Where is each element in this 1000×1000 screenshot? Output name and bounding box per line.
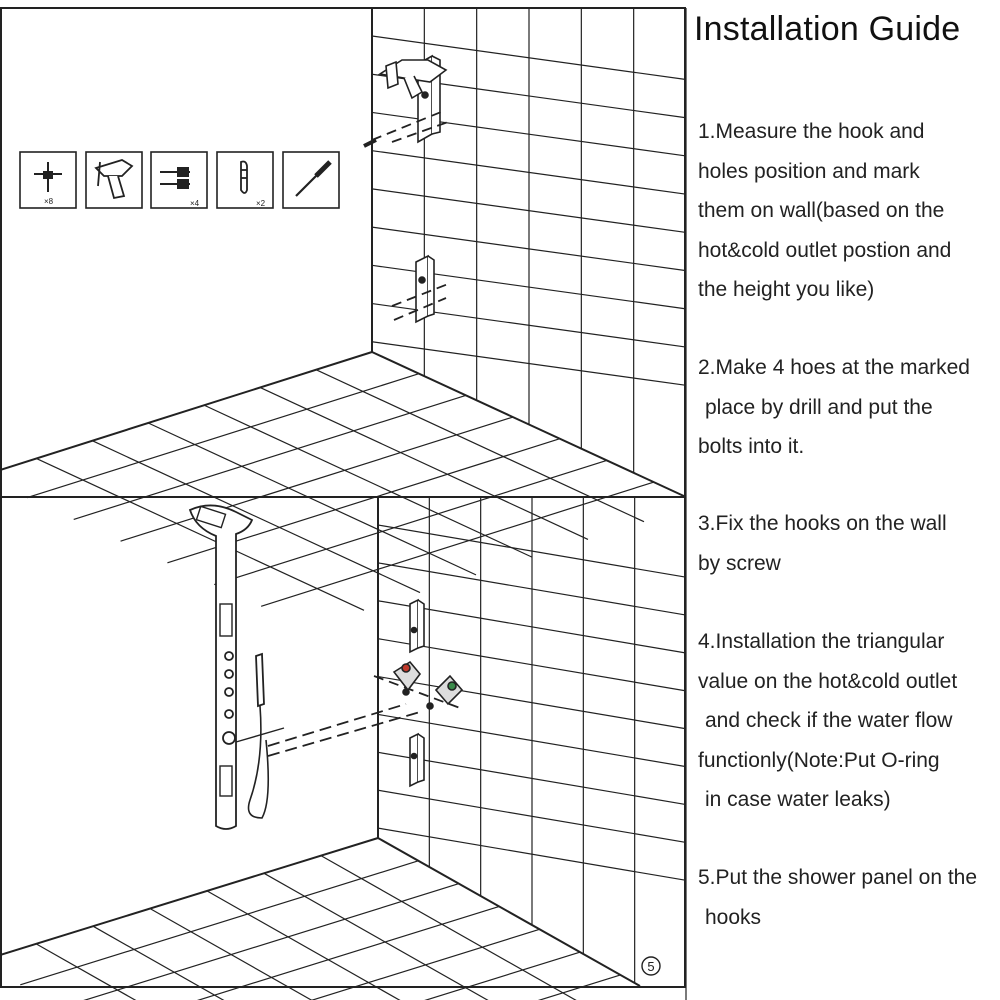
step-line: 1.Measure the hook and: [698, 120, 925, 143]
step-line: by screw: [698, 551, 781, 575]
lower-wall-hook: [410, 734, 424, 786]
tile-line: [92, 441, 420, 593]
tools-row: [20, 152, 339, 208]
tile-line: [148, 423, 476, 575]
step-line: them on wall(based on the: [698, 199, 945, 222]
tile-line: [214, 461, 606, 585]
step-line: holes position and mark: [698, 159, 920, 183]
page-number-badge: [642, 957, 660, 975]
step-line: the height you like): [698, 278, 875, 301]
step-line: 4.Installation the triangular: [698, 630, 945, 653]
tile-line: [74, 395, 466, 519]
bolt-quantity-label: ×8: [44, 197, 54, 206]
connection-guide: [268, 676, 460, 756]
step-line: 2.Make 4 hoes at the marked: [698, 356, 970, 379]
tile-line: [121, 417, 513, 541]
lower-hook: [392, 256, 448, 322]
tile-line: [101, 907, 499, 1000]
bolt-icon: [34, 162, 62, 192]
tile-line: [261, 482, 653, 606]
step-5: [698, 858, 998, 937]
step-1: [698, 112, 998, 310]
tile-line: [316, 370, 644, 522]
guide-title: Installation Guide: [694, 10, 961, 48]
step-line: hooks: [705, 905, 762, 929]
tile-line: [181, 952, 579, 1000]
installation-guide: [688, 0, 1000, 1000]
step-line: and check if the water flow: [705, 709, 953, 732]
step-3: [698, 504, 998, 583]
page-number: 5: [647, 959, 655, 974]
step-line: 5.Put the shower panel on the: [698, 866, 978, 889]
floor-tile-grid: [27, 370, 653, 611]
cold-outlet-valve: [427, 676, 462, 709]
screwdriver-icon: [296, 162, 330, 196]
drill-small-icon: [96, 160, 132, 198]
wall-plug-icon: [241, 162, 247, 194]
tile-line: [27, 374, 419, 498]
upper-wall-hook: [410, 600, 424, 652]
shower-panel: [190, 505, 284, 829]
hot-outlet-valve: [394, 662, 420, 695]
tile-line: [260, 387, 588, 539]
tile-line: [37, 944, 319, 1000]
step-2: [698, 348, 998, 467]
tile-line: [36, 458, 364, 610]
step-line: hot&cold outlet postion and: [698, 238, 952, 262]
step-line: 3.Fix the hooks on the wall: [698, 512, 947, 535]
step-line: in case water leaks): [705, 788, 891, 811]
tile-line: [20, 861, 418, 985]
step-4: [698, 622, 998, 820]
step-line: bolts into it.: [698, 435, 805, 458]
step-line: value on the hot&cold outlet: [698, 669, 958, 693]
wall-plug-quantity-label: ×2: [256, 199, 266, 208]
floor-tile-grid: [20, 856, 619, 1000]
tile-line: [204, 405, 532, 557]
step-line: functionly(Note:Put O-ring: [698, 748, 940, 772]
tile-line: [141, 929, 539, 1000]
tile-line: [264, 873, 546, 1000]
bottom-panel: [0, 497, 686, 1000]
screws-quantity-label: ×4: [190, 199, 200, 208]
step-line: place by drill and put the: [705, 395, 933, 419]
screws-icon: [160, 168, 190, 188]
